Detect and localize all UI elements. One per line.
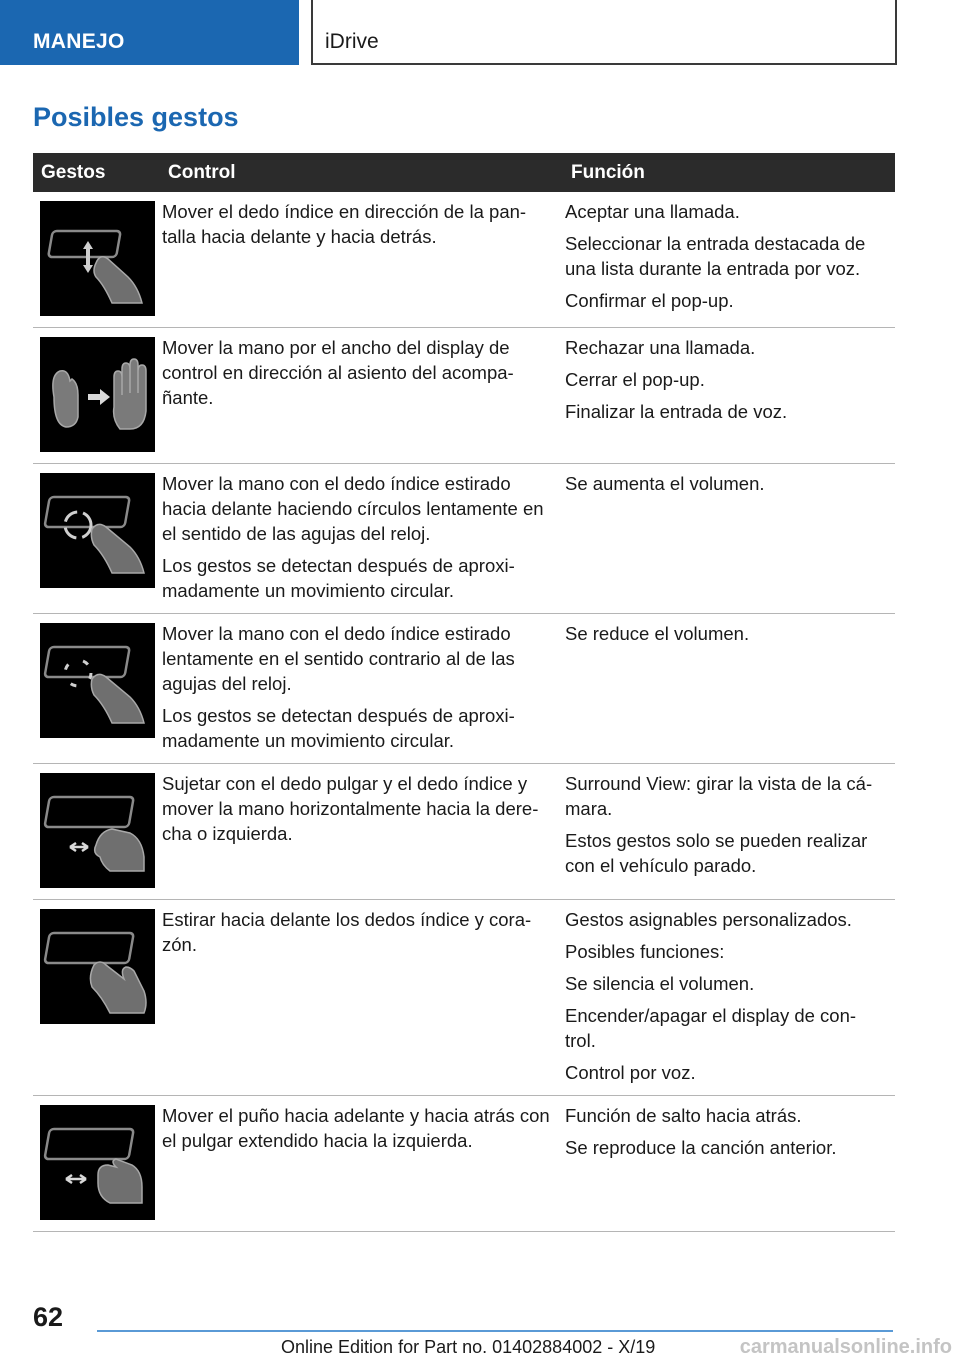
control-cell: [160, 464, 563, 614]
control-cell: [160, 614, 563, 764]
control-text: Estirar hacia delante los dedos índice y cora-zón.: [162, 909, 532, 955]
function-text: Posibles funciones:: [565, 941, 725, 962]
table-row: [33, 764, 895, 900]
function-text: Rechazar una llamada.: [565, 337, 756, 358]
function-cell: [563, 464, 895, 614]
table-row: [33, 900, 895, 1096]
page-title: Posibles gestos: [33, 102, 239, 132]
gestures-table: [33, 153, 895, 1232]
function-text: Gestos asignables personalizados.: [565, 909, 852, 930]
column-header-control: Control: [160, 153, 563, 192]
function-cell: [563, 1096, 895, 1232]
function-text: Se reduce el volumen.: [565, 623, 750, 644]
control-cell: [160, 1096, 563, 1232]
function-text: Estos gestos solo se pueden realizar con el vehículo parado.: [565, 830, 868, 876]
function-cell: [563, 614, 895, 764]
table-row: [33, 464, 895, 614]
function-text: Confirmar el pop-up.: [565, 290, 734, 311]
gesture-pinch-swipe-icon: [40, 773, 155, 888]
gesture-cell: [33, 900, 160, 1096]
control-text: Sujetar con el dedo pulgar y el dedo índice y mover la mano horizontalmente hacia la dere-cha o izquierda.: [162, 773, 539, 844]
function-text: Aceptar una llamada.: [565, 201, 740, 222]
table-row: [33, 1096, 895, 1232]
control-text: Mover el puño hacia adelante y hacia atrás con el pulgar extendido hacia la izquierda.: [162, 1105, 550, 1151]
function-cell: [563, 328, 895, 464]
control-text: Mover la mano con el dedo índice estirado hacia delante haciendo círculos lentamente en el sentido de las agujas del reloj.: [162, 473, 544, 544]
footer-divider: [97, 1330, 893, 1332]
table-header-row: [33, 153, 895, 192]
function-text: Finalizar la entrada de voz.: [565, 401, 788, 422]
table-row: [33, 192, 895, 328]
function-text: Control por voz.: [565, 1062, 696, 1083]
function-cell: [563, 764, 895, 900]
gesture-cell: [33, 764, 160, 900]
control-text: Mover el dedo índice en dirección de la pan-talla hacia delante y hacia detrás.: [162, 201, 527, 247]
watermark: carmanualsonline.info: [739, 1336, 952, 1358]
function-text: Se reproduce la canción anterior.: [565, 1137, 837, 1158]
function-text: Se silencia el volumen.: [565, 973, 755, 994]
gesture-cell: [33, 1096, 160, 1232]
gesture-cell: [33, 464, 160, 614]
gesture-hand-swipe-icon: [40, 337, 155, 452]
function-text: Surround View: girar la vista de la cá-mara.: [565, 773, 873, 819]
gesture-two-fingers-forward-icon: [40, 909, 155, 1024]
gesture-cell: [33, 328, 160, 464]
control-cell: [160, 328, 563, 464]
gesture-cell: [33, 614, 160, 764]
function-text: Función de salto hacia atrás.: [565, 1105, 802, 1126]
table-row: [33, 328, 895, 464]
section-title: MANEJO: [33, 30, 125, 53]
control-text: Mover la mano por el ancho del display de control en dirección al asiento del acompa-ñante.: [162, 337, 514, 408]
function-text: Seleccionar la entrada destacada de una lista durante la entrada por voz.: [565, 233, 866, 279]
chapter-header: [311, 0, 897, 65]
control-text: Mover la mano con el dedo índice estirado lentamente en el sentido contrario al de las agujas del reloj.: [162, 623, 515, 694]
column-header-funcion: Función: [563, 153, 895, 192]
function-text: Cerrar el pop-up.: [565, 369, 705, 390]
chapter-title: iDrive: [325, 30, 379, 53]
page-number: 62: [33, 1302, 64, 1332]
gesture-fist-thumb-icon: [40, 1105, 155, 1220]
function-cell: [563, 900, 895, 1096]
function-text: Encender/apagar el display de con-trol.: [565, 1005, 857, 1051]
function-cell: [563, 192, 895, 328]
gesture-cell: [33, 192, 160, 328]
control-cell: [160, 900, 563, 1096]
column-header-gestos: Gestos: [33, 153, 160, 192]
section-tab: [0, 0, 299, 65]
gesture-circle-clockwise-icon: [40, 473, 155, 588]
control-text: Los gestos se detectan después de aproxi-madamente un movimiento circular.: [162, 555, 515, 601]
edition-text: Online Edition for Part no. 01402884002 - X/19: [281, 1337, 656, 1357]
table-row: [33, 614, 895, 764]
gesture-circle-counterclockwise-icon: [40, 623, 155, 738]
control-cell: [160, 764, 563, 900]
function-text: Se aumenta el volumen.: [565, 473, 765, 494]
control-cell: [160, 192, 563, 328]
gesture-finger-forward-back-icon: [40, 201, 155, 316]
control-text: Los gestos se detectan después de aproxi-madamente un movimiento circular.: [162, 705, 515, 751]
